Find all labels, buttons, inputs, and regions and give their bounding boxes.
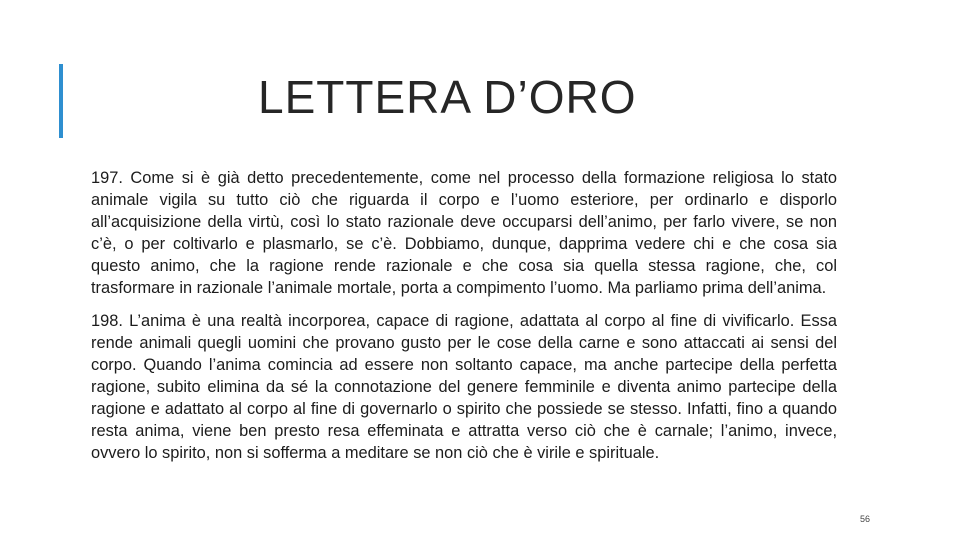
paragraph-198: 198. L’anima è una realtà incorporea, capace di ragione, adattata al corpo al fine di vivificarlo. Essa rende animali quegli uomini che provano gusto per le cose della carne e sono attaccati ai sensi del corpo. Quando l’anima comincia ad essere non soltanto capace, ma anche partecipe della perfetta ragione, subito elimina da sé la connotazione del genere femminile e diventa animo partecipe della ragione e adattato al corpo al fine di governarlo o spirito che possiede se stesso. Infatti, fino a quando resta anima, viene ben presto resa effeminata e attratta verso ciò che è carnale; l’animo, invece, ovvero lo spirito, non si sofferma a meditare se non ciò che è virile e spirituale. — [91, 312, 837, 462]
slide-body — [91, 168, 837, 477]
slide-title: LETTERA D’ORO — [258, 71, 637, 123]
paragraph-197: 197. Come si è già detto precedentemente, come nel processo della formazione religiosa lo stato animale vigila su tutto ciò che riguarda il corpo e l’uomo esteriore, per ordinarlo e disporlo all’acquisizione della virtù, così lo stato razionale deve occuparsi dell’animo, per farlo vivere, se non c’è, o per coltivarlo e plasmarlo, se c’è. Dobbiamo, dunque, dapprima vedere chi e che cosa sia questo animo, che la ragione rende razionale e che cosa sia quella stessa ragione, che, col trasformare in razionale l’animale mortale, porta a compimento l’uomo. Ma parliamo prima dell’anima. — [91, 169, 837, 297]
page-number: 56 — [860, 514, 871, 524]
title-accent-bar — [59, 64, 63, 138]
